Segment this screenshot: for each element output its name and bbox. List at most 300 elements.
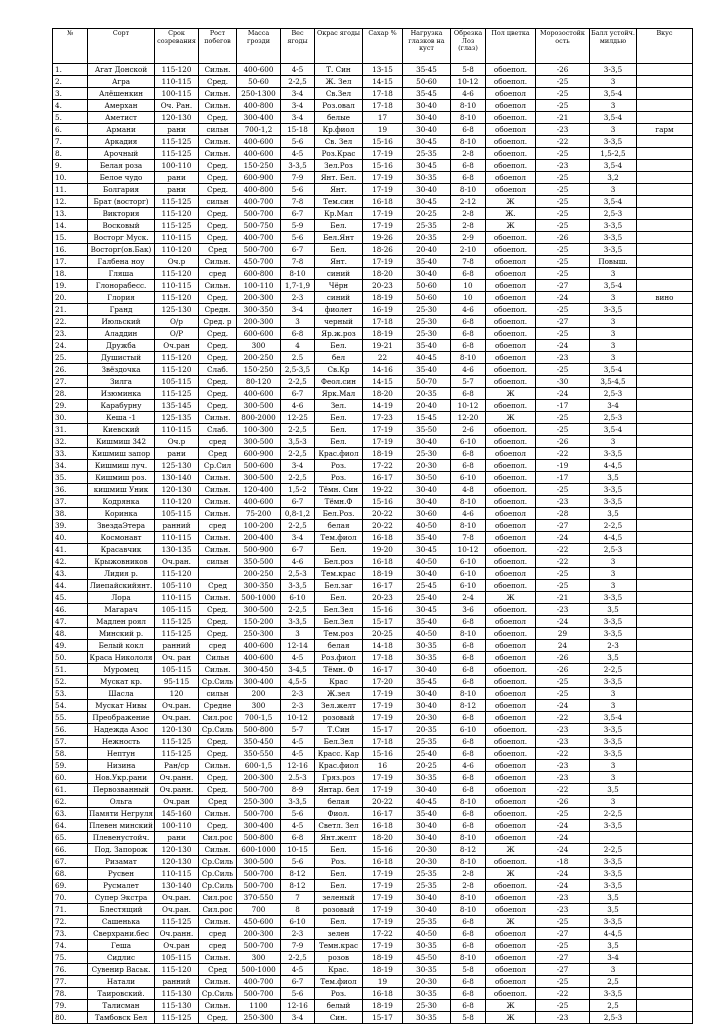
cell-col-number: 6. bbox=[53, 124, 88, 136]
cell-col-mildew-score: 3,5-4 bbox=[590, 424, 637, 436]
cell-col-shoot-growth: Сред. bbox=[199, 376, 237, 388]
cell-col-berry-color: Ярк.Мал bbox=[315, 388, 363, 400]
cell-col-taste bbox=[637, 112, 693, 124]
cell-col-berry-color: Зел.Роз bbox=[315, 160, 363, 172]
cell-col-shoot-growth: Сильн. bbox=[199, 148, 237, 160]
cell-col-pruning: 6-8 bbox=[451, 172, 486, 184]
table-row bbox=[53, 628, 693, 640]
cell-col-berry-color: Бел. bbox=[315, 412, 363, 424]
cell-col-variety: Сидлис bbox=[88, 952, 155, 964]
cell-col-cluster-mass: 200-300 bbox=[237, 292, 281, 304]
cell-col-number: 45. bbox=[53, 592, 88, 604]
cell-col-bud-load: 30-40 bbox=[403, 892, 451, 904]
cell-col-mildew-score: 3,5 bbox=[590, 892, 637, 904]
cell-col-variety: кишмиш Уник bbox=[88, 484, 155, 496]
table-row bbox=[53, 412, 693, 424]
cell-col-variety: Лиепайскийянт. bbox=[88, 580, 155, 592]
cell-col-pruning: 6-8 bbox=[451, 736, 486, 748]
cell-col-sugar: 15-16 bbox=[363, 136, 403, 148]
cell-col-ripening: 120-130 bbox=[155, 856, 199, 868]
cell-col-number: 5. bbox=[53, 112, 88, 124]
cell-col-number: 11. bbox=[53, 184, 88, 196]
cell-col-shoot-growth: Сильн. bbox=[199, 256, 237, 268]
cell-col-mildew-score: 2,5 bbox=[590, 1000, 637, 1012]
cell-col-berry-color: Тем.крас bbox=[315, 568, 363, 580]
header-col-variety: Сорт bbox=[88, 29, 155, 64]
cell-col-bud-load: 35-40 bbox=[403, 808, 451, 820]
cell-col-berry-weight: 6-7 bbox=[281, 208, 315, 220]
cell-col-bud-load: 30-60 bbox=[403, 508, 451, 520]
cell-col-ripening: 120-130 bbox=[155, 112, 199, 124]
cell-col-sugar: 17-20 bbox=[363, 676, 403, 688]
cell-col-berry-color: Св. Зел bbox=[315, 136, 363, 148]
cell-col-bud-load: 20-40 bbox=[403, 400, 451, 412]
cell-col-mildew-score: 3,5 bbox=[590, 652, 637, 664]
cell-col-mildew-score: 3-3,5 bbox=[590, 916, 637, 928]
cell-col-bud-load: 40-50 bbox=[403, 928, 451, 940]
cell-col-number: 68. bbox=[53, 868, 88, 880]
cell-col-flower-sex: обоепол bbox=[486, 772, 536, 784]
cell-col-sugar: 16-17 bbox=[363, 808, 403, 820]
cell-col-pruning: 4-6 bbox=[451, 508, 486, 520]
cell-col-berry-weight: 8 bbox=[281, 904, 315, 916]
cell-col-pruning: 2-4 bbox=[451, 592, 486, 604]
cell-col-frost-resistance: -22 bbox=[536, 544, 590, 556]
cell-col-berry-color: Крас bbox=[315, 676, 363, 688]
cell-col-bud-load: 25-35 bbox=[403, 220, 451, 232]
table-row bbox=[53, 148, 693, 160]
cell-col-berry-weight: 10-15 bbox=[281, 844, 315, 856]
cell-col-sugar: 20-22 bbox=[363, 796, 403, 808]
cell-col-variety: Дружба bbox=[88, 340, 155, 352]
cell-col-sugar: 15-17 bbox=[363, 1012, 403, 1024]
cell-col-variety: Преображение bbox=[88, 712, 155, 724]
cell-col-bud-load: 30-40 bbox=[403, 664, 451, 676]
cell-col-frost-resistance: -25 bbox=[536, 976, 590, 988]
cell-col-flower-sex: Ж bbox=[486, 1012, 536, 1024]
cell-col-sugar: 16-18 bbox=[363, 988, 403, 1000]
cell-col-frost-resistance: -23 bbox=[536, 1012, 590, 1024]
cell-col-berry-weight: 2-2,5 bbox=[281, 448, 315, 460]
cell-col-berry-weight: 2-2,5 bbox=[281, 472, 315, 484]
cell-col-pruning: 6-10 bbox=[451, 580, 486, 592]
cell-col-number: 50. bbox=[53, 652, 88, 664]
cell-col-flower-sex: Ж bbox=[486, 844, 536, 856]
cell-col-shoot-growth: Сред. bbox=[199, 388, 237, 400]
cell-col-variety: Плевенустойч. bbox=[88, 832, 155, 844]
cell-col-berry-color: Бел. bbox=[315, 916, 363, 928]
cell-col-taste bbox=[637, 472, 693, 484]
cell-col-taste bbox=[637, 508, 693, 520]
cell-col-number: 71. bbox=[53, 904, 88, 916]
cell-col-sugar: 15-17 bbox=[363, 724, 403, 736]
cell-col-mildew-score: 3 bbox=[590, 316, 637, 328]
cell-col-berry-weight: 2.5-3 bbox=[281, 772, 315, 784]
table-row bbox=[53, 136, 693, 148]
cell-col-shoot-growth: Сильн. bbox=[199, 100, 237, 112]
cell-col-number: 77. bbox=[53, 976, 88, 988]
cell-col-ripening: 100-115 bbox=[155, 88, 199, 100]
cell-col-berry-weight: 3-3,5 bbox=[281, 160, 315, 172]
cell-col-shoot-growth: сред bbox=[199, 640, 237, 652]
cell-col-sugar: 20-25 bbox=[363, 628, 403, 640]
cell-col-sugar: 17-18 bbox=[363, 100, 403, 112]
cell-col-pruning: 6-8 bbox=[451, 124, 486, 136]
cell-col-sugar: 17-19 bbox=[363, 688, 403, 700]
cell-col-berry-color: Яр.ж.роз bbox=[315, 328, 363, 340]
cell-col-number: 46. bbox=[53, 604, 88, 616]
cell-col-sugar: 17-18 bbox=[363, 736, 403, 748]
table-row bbox=[53, 208, 693, 220]
cell-col-shoot-growth: Сильн. bbox=[199, 1000, 237, 1012]
cell-col-pruning: 6-8 bbox=[451, 160, 486, 172]
cell-col-mildew-score: 2-2,5 bbox=[590, 664, 637, 676]
cell-col-number: 62. bbox=[53, 796, 88, 808]
cell-col-cluster-mass: 500-900 bbox=[237, 544, 281, 556]
cell-col-taste bbox=[637, 568, 693, 580]
cell-col-variety: Краса Никололя bbox=[88, 652, 155, 664]
cell-col-shoot-growth: Средне bbox=[199, 700, 237, 712]
cell-col-cluster-mass: 150-250 bbox=[237, 364, 281, 376]
cell-col-number: 37. bbox=[53, 496, 88, 508]
cell-col-sugar: 17-19 bbox=[363, 904, 403, 916]
cell-col-flower-sex: обоепол. bbox=[486, 736, 536, 748]
cell-col-flower-sex: обоепол bbox=[486, 616, 536, 628]
cell-col-taste bbox=[637, 316, 693, 328]
cell-col-cluster-mass: 300-400 bbox=[237, 820, 281, 832]
cell-col-mildew-score: 3,5 bbox=[590, 784, 637, 796]
cell-col-ripening: Оч.ран bbox=[155, 940, 199, 952]
cell-col-mildew-score: 3-3,5 bbox=[590, 484, 637, 496]
table-row bbox=[53, 604, 693, 616]
cell-col-shoot-growth: Сред. bbox=[199, 352, 237, 364]
cell-col-mildew-score: 2,5-3 bbox=[590, 544, 637, 556]
cell-col-flower-sex: обоепол bbox=[486, 100, 536, 112]
cell-col-shoot-growth: Сил.рос bbox=[199, 712, 237, 724]
cell-col-flower-sex: обоепол bbox=[486, 340, 536, 352]
cell-col-mildew-score: 3,5-4 bbox=[590, 280, 637, 292]
cell-col-taste bbox=[637, 820, 693, 832]
cell-col-ripening: 125-130 bbox=[155, 304, 199, 316]
cell-col-sugar: 18-26 bbox=[363, 244, 403, 256]
cell-col-berry-color: белый bbox=[315, 1000, 363, 1012]
cell-col-sugar: 17-19 bbox=[363, 772, 403, 784]
cell-col-sugar: 19-21 bbox=[363, 340, 403, 352]
cell-col-berry-color: Роз. bbox=[315, 988, 363, 1000]
cell-col-shoot-growth: сред bbox=[199, 436, 237, 448]
cell-col-mildew-score: 3 bbox=[590, 340, 637, 352]
cell-col-cluster-mass: 500-800 bbox=[237, 832, 281, 844]
cell-col-cluster-mass: 350-450 bbox=[237, 736, 281, 748]
cell-col-berry-color: Роз. bbox=[315, 856, 363, 868]
cell-col-variety: Сашенька bbox=[88, 916, 155, 928]
cell-col-ripening: О/Р bbox=[155, 328, 199, 340]
cell-col-mildew-score: 3 bbox=[590, 124, 637, 136]
cell-col-bud-load: 25-35 bbox=[403, 880, 451, 892]
cell-col-pruning: 6-10 bbox=[451, 472, 486, 484]
cell-col-ripening: 120-130 bbox=[155, 484, 199, 496]
cell-col-mildew-score: 3,5 bbox=[590, 472, 637, 484]
cell-col-shoot-growth: Сред. р bbox=[199, 316, 237, 328]
cell-col-ripening: 115-120 bbox=[155, 268, 199, 280]
cell-col-berry-color: синий bbox=[315, 292, 363, 304]
cell-col-taste bbox=[637, 532, 693, 544]
cell-col-shoot-growth: Ср.Силь bbox=[199, 988, 237, 1000]
cell-col-frost-resistance: -22 bbox=[536, 556, 590, 568]
cell-col-bud-load: 35-40 bbox=[403, 364, 451, 376]
cell-col-flower-sex: обоепол. bbox=[486, 604, 536, 616]
cell-col-number: 12. bbox=[53, 196, 88, 208]
cell-col-bud-load: 30-40 bbox=[403, 100, 451, 112]
cell-col-sugar: 18-20 bbox=[363, 832, 403, 844]
cell-col-ripening: 125-135 bbox=[155, 412, 199, 424]
cell-col-cluster-mass: 250-1300 bbox=[237, 88, 281, 100]
cell-col-pruning: 4-8 bbox=[451, 484, 486, 496]
cell-col-sugar: 14-16 bbox=[363, 364, 403, 376]
cell-col-bud-load: 30-35 bbox=[403, 964, 451, 976]
cell-col-cluster-mass: 100-110 bbox=[237, 280, 281, 292]
cell-col-number: 54. bbox=[53, 700, 88, 712]
cell-col-taste bbox=[637, 280, 693, 292]
cell-col-bud-load: 30-35 bbox=[403, 940, 451, 952]
cell-col-bud-load: 30-40 bbox=[403, 484, 451, 496]
cell-col-mildew-score: 3-3,5 bbox=[590, 748, 637, 760]
cell-col-cluster-mass: 200-400 bbox=[237, 532, 281, 544]
cell-col-variety: Кишмиш 342 bbox=[88, 436, 155, 448]
cell-col-flower-sex: обоепол bbox=[486, 640, 536, 652]
cell-col-variety: Сувенир Васьк. bbox=[88, 964, 155, 976]
cell-col-berry-color: Кр.Мал bbox=[315, 208, 363, 220]
cell-col-frost-resistance: -27 bbox=[536, 316, 590, 328]
cell-col-pruning: 2-8 bbox=[451, 148, 486, 160]
cell-col-frost-resistance: -24 bbox=[536, 832, 590, 844]
cell-col-mildew-score: 4-4,5 bbox=[590, 928, 637, 940]
cell-col-berry-color: Зел. bbox=[315, 400, 363, 412]
cell-col-flower-sex: обоепол. bbox=[486, 484, 536, 496]
cell-col-number: 29. bbox=[53, 400, 88, 412]
cell-col-cluster-mass: 300-500 bbox=[237, 436, 281, 448]
cell-col-mildew-score: 3-3,5 bbox=[590, 820, 637, 832]
cell-col-ripening: 130-140 bbox=[155, 472, 199, 484]
cell-col-berry-color: розовый bbox=[315, 904, 363, 916]
cell-col-shoot-growth: Сильн. bbox=[199, 976, 237, 988]
cell-col-shoot-growth: Сред. bbox=[199, 112, 237, 124]
cell-col-bud-load: 25-35 bbox=[403, 148, 451, 160]
cell-col-ripening: 100-110 bbox=[155, 820, 199, 832]
cell-col-shoot-growth: сред bbox=[199, 928, 237, 940]
cell-col-number: 59. bbox=[53, 760, 88, 772]
table-row bbox=[53, 496, 693, 508]
cell-col-number: 52. bbox=[53, 676, 88, 688]
cell-col-ripening: ранний bbox=[155, 640, 199, 652]
cell-col-pruning: 8-10 bbox=[451, 688, 486, 700]
cell-col-berry-weight: 10-12 bbox=[281, 712, 315, 724]
cell-col-ripening: 105-110 bbox=[155, 580, 199, 592]
cell-col-variety: Амерхан bbox=[88, 100, 155, 112]
cell-col-berry-weight: 8-10 bbox=[281, 268, 315, 280]
cell-col-flower-sex: обоепол bbox=[486, 820, 536, 832]
cell-col-ripening: Оч.р bbox=[155, 436, 199, 448]
cell-col-sugar: 19-20 bbox=[363, 544, 403, 556]
cell-col-bud-load: 30-40 bbox=[403, 904, 451, 916]
table-row bbox=[53, 376, 693, 388]
cell-col-ripening: Оч.ран. bbox=[155, 700, 199, 712]
cell-col-bud-load: 20-25 bbox=[403, 760, 451, 772]
cell-col-cluster-mass: 400-600 bbox=[237, 148, 281, 160]
cell-col-pruning: 6-8 bbox=[451, 616, 486, 628]
cell-col-sugar: 16-17 bbox=[363, 472, 403, 484]
table-row bbox=[53, 292, 693, 304]
table-row bbox=[53, 904, 693, 916]
cell-col-taste bbox=[637, 616, 693, 628]
cell-col-number: 51. bbox=[53, 664, 88, 676]
cell-col-taste bbox=[637, 424, 693, 436]
cell-col-berry-color: Красс. Кар bbox=[315, 748, 363, 760]
cell-col-ripening: ранний bbox=[155, 976, 199, 988]
cell-col-bud-load: 35-40 bbox=[403, 340, 451, 352]
cell-col-number: 57. bbox=[53, 736, 88, 748]
cell-col-shoot-growth: сред bbox=[199, 520, 237, 532]
cell-col-ripening: 105-115 bbox=[155, 952, 199, 964]
cell-col-shoot-growth: Сред. bbox=[199, 604, 237, 616]
cell-col-pruning: 2-8 bbox=[451, 880, 486, 892]
cell-col-mildew-score: 2-2,5 bbox=[590, 844, 637, 856]
cell-col-ripening: 115-120 bbox=[155, 292, 199, 304]
cell-col-bud-load: 30-40 bbox=[403, 496, 451, 508]
cell-col-cluster-mass: 250-300 bbox=[237, 796, 281, 808]
cell-col-taste bbox=[637, 184, 693, 196]
cell-col-mildew-score: 3,5 bbox=[590, 904, 637, 916]
cell-col-ripening: 110-120 bbox=[155, 244, 199, 256]
cell-col-mildew-score: 3 bbox=[590, 772, 637, 784]
cell-col-berry-weight: 7-8 bbox=[281, 196, 315, 208]
cell-col-sugar: 20-22 bbox=[363, 508, 403, 520]
cell-col-flower-sex: обоепол. bbox=[486, 676, 536, 688]
cell-col-taste bbox=[637, 448, 693, 460]
cell-col-bud-load: 25-35 bbox=[403, 916, 451, 928]
table-row bbox=[53, 700, 693, 712]
cell-col-number: 14. bbox=[53, 220, 88, 232]
cell-col-sugar: 17-22 bbox=[363, 460, 403, 472]
cell-col-shoot-growth: Сред bbox=[199, 796, 237, 808]
cell-col-bud-load: 25-30 bbox=[403, 328, 451, 340]
cell-col-number: 80. bbox=[53, 1012, 88, 1024]
cell-col-mildew-score: 3 bbox=[590, 964, 637, 976]
cell-col-frost-resistance: -23 bbox=[536, 352, 590, 364]
cell-col-taste bbox=[637, 520, 693, 532]
cell-col-berry-weight: 0,8-1,2 bbox=[281, 508, 315, 520]
cell-col-berry-weight: 6-8 bbox=[281, 832, 315, 844]
cell-col-cluster-mass: 450-600 bbox=[237, 916, 281, 928]
cell-col-ripening: Оч.ран bbox=[155, 340, 199, 352]
cell-col-frost-resistance: -25 bbox=[536, 916, 590, 928]
header-col-cluster-mass: Масса грозди bbox=[237, 29, 281, 64]
table-row bbox=[53, 1000, 693, 1012]
cell-col-number: 79. bbox=[53, 1000, 88, 1012]
cell-col-shoot-growth: сред bbox=[199, 268, 237, 280]
cell-col-bud-load: 30-45 bbox=[403, 160, 451, 172]
cell-col-cluster-mass: 500-700 bbox=[237, 244, 281, 256]
cell-col-ripening: ранний bbox=[155, 520, 199, 532]
table-row bbox=[53, 640, 693, 652]
cell-col-taste bbox=[637, 88, 693, 100]
cell-col-ripening: 115-120 bbox=[155, 352, 199, 364]
cell-col-shoot-growth: Сильн. bbox=[199, 88, 237, 100]
cell-col-frost-resistance: -23 bbox=[536, 604, 590, 616]
cell-col-shoot-growth: Сильн. bbox=[199, 808, 237, 820]
cell-col-mildew-score: 3,2 bbox=[590, 172, 637, 184]
cell-col-taste bbox=[637, 700, 693, 712]
cell-col-variety: Муромец bbox=[88, 664, 155, 676]
table-row bbox=[53, 544, 693, 556]
cell-col-berry-weight: 4-5 bbox=[281, 820, 315, 832]
cell-col-frost-resistance: -23 bbox=[536, 772, 590, 784]
cell-col-berry-color: розовый bbox=[315, 712, 363, 724]
cell-col-sugar: 15-16 bbox=[363, 496, 403, 508]
cell-col-cluster-mass: 400-600 bbox=[237, 136, 281, 148]
cell-col-bud-load: 50-60 bbox=[403, 292, 451, 304]
cell-col-bud-load: 30-35 bbox=[403, 1012, 451, 1024]
cell-col-variety: Галбена ноу bbox=[88, 256, 155, 268]
cell-col-number: 47. bbox=[53, 616, 88, 628]
cell-col-number: 20. bbox=[53, 292, 88, 304]
header-col-sugar: Сахар % bbox=[363, 29, 403, 64]
cell-col-flower-sex: обоепол bbox=[486, 700, 536, 712]
cell-col-pruning: 4-6 bbox=[451, 304, 486, 316]
cell-col-flower-sex: Ж bbox=[486, 196, 536, 208]
cell-col-shoot-growth: Сред. bbox=[199, 340, 237, 352]
cell-col-ripening: 110-115 bbox=[155, 424, 199, 436]
cell-col-cluster-mass: 500-700 bbox=[237, 880, 281, 892]
cell-col-taste bbox=[637, 1000, 693, 1012]
cell-col-flower-sex: обоепол bbox=[486, 268, 536, 280]
cell-col-shoot-growth: Сильн. bbox=[199, 280, 237, 292]
cell-col-mildew-score: 2-2,5 bbox=[590, 520, 637, 532]
cell-col-berry-weight: 2-2,5 bbox=[281, 376, 315, 388]
cell-col-berry-weight: 2-2,5 bbox=[281, 520, 315, 532]
cell-col-taste bbox=[637, 724, 693, 736]
cell-col-mildew-score: 3-3,5 bbox=[590, 244, 637, 256]
cell-col-taste bbox=[637, 712, 693, 724]
cell-col-pruning: 2-8 bbox=[451, 868, 486, 880]
cell-col-shoot-growth: Сред. bbox=[199, 616, 237, 628]
cell-col-variety: Магарач bbox=[88, 604, 155, 616]
table-row bbox=[53, 112, 693, 124]
cell-col-berry-color: Т. Син bbox=[315, 64, 363, 76]
cell-col-cluster-mass: 400-600 bbox=[237, 64, 281, 76]
cell-col-number: 40. bbox=[53, 532, 88, 544]
cell-col-pruning: 2-8 bbox=[451, 220, 486, 232]
cell-col-frost-resistance: -27 bbox=[536, 952, 590, 964]
cell-col-frost-resistance: -23 bbox=[536, 760, 590, 772]
table-row bbox=[53, 748, 693, 760]
cell-col-berry-weight: 2-2,5 bbox=[281, 76, 315, 88]
cell-col-pruning: 8-10 bbox=[451, 100, 486, 112]
cell-col-sugar: 17-19 bbox=[363, 208, 403, 220]
cell-col-pruning: 8-10 bbox=[451, 112, 486, 124]
cell-col-variety: Аметист bbox=[88, 112, 155, 124]
cell-col-mildew-score: 3,5-4 bbox=[590, 112, 637, 124]
cell-col-taste bbox=[637, 628, 693, 640]
cell-col-bud-load: 35-45 bbox=[403, 88, 451, 100]
cell-col-taste bbox=[637, 364, 693, 376]
cell-col-number: 78. bbox=[53, 988, 88, 1000]
cell-col-berry-color: Бел. bbox=[315, 880, 363, 892]
cell-col-ripening: 110-115 bbox=[155, 280, 199, 292]
cell-col-number: 58. bbox=[53, 748, 88, 760]
cell-col-berry-weight: 5-6 bbox=[281, 856, 315, 868]
cell-col-number: 19. bbox=[53, 280, 88, 292]
